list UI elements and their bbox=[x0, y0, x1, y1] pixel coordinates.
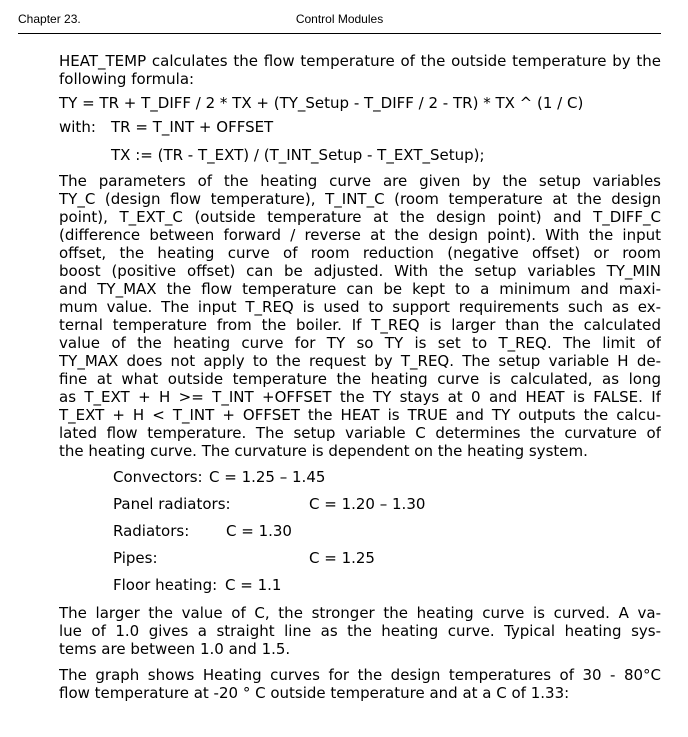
paragraph-line: the heating curve. The curvature is dependent on the heating system. bbox=[59, 442, 588, 460]
intro-paragraph: HEAT_TEMP calculates the flow temperature of the outside temperature by the following formula: bbox=[59, 52, 661, 88]
description-paragraph bbox=[59, 172, 661, 460]
paragraph-line: boost (positive offset) can be adjusted. With the setup variables TY_MIN bbox=[59, 262, 661, 280]
paragraph-line: fine at what outside temperature the heating curve is calculated, as long bbox=[59, 370, 661, 388]
paragraph-line: The parameters of the heating curve are given by the setup variables bbox=[59, 172, 661, 190]
curvature-item-panel-radiators bbox=[113, 495, 426, 513]
system-label: Convectors: bbox=[113, 468, 203, 486]
paragraph-line: and TY_MAX the flow temperature can be kept to a minimum and maxi- bbox=[59, 280, 661, 298]
system-label: Floor heating: bbox=[113, 576, 218, 594]
paragraph-line: point), T_EXT_C (outside temperature at the design point) and T_DIFF_C bbox=[59, 208, 661, 226]
heating-formula: TY = TR + T_DIFF / 2 * TX + (TY_Setup - T_DIFF / 2 - TR) * TX ^ (1 / C) bbox=[59, 94, 584, 112]
chapter-title: Control Modules bbox=[295, 12, 384, 26]
curvature-value: C = 1.30 bbox=[226, 522, 292, 540]
paragraph-line: ternal temperature from the boiler. If T_REQ is larger than the calculated bbox=[59, 316, 661, 334]
page-header bbox=[18, 12, 661, 32]
graph-intro-paragraph bbox=[59, 666, 661, 702]
curvature-value: C = 1.25 bbox=[309, 549, 375, 567]
paragraph-line: (difference between forward / reverse at the design point). With the input bbox=[59, 226, 661, 244]
system-label: Radiators: bbox=[113, 522, 190, 540]
curvature-item-pipes bbox=[113, 549, 375, 567]
curvature-paragraph bbox=[59, 604, 661, 658]
curvature-value: C = 1.20 – 1.30 bbox=[309, 495, 426, 513]
curvature-value: C = 1.25 – 1.45 bbox=[209, 468, 326, 486]
with-definition bbox=[59, 118, 661, 136]
system-label: Pipes: bbox=[113, 549, 158, 567]
body-text bbox=[59, 52, 661, 702]
paragraph-line: The larger the value of C, the stronger the heating curve is curved. A va- bbox=[59, 604, 661, 622]
paragraph-line: value of the heating curve for TY so TY is set to T_REQ. The limit of bbox=[59, 334, 661, 352]
paragraph-line: TY_C (design flow temperature), T_INT_C (room temperature at the design bbox=[59, 190, 661, 208]
paragraph-line: flow temperature at -20 ° C outside temperature and at a C of 1.33: bbox=[59, 684, 570, 702]
paragraph-line: offset, the heating curve of room reduction (negative offset) or room bbox=[59, 244, 661, 262]
paragraph-line: The graph shows Heating curves for the design temperatures of 30 - 80°C bbox=[59, 666, 661, 684]
curvature-value: C = 1.1 bbox=[225, 576, 282, 594]
chapter-label: Chapter 23. bbox=[18, 12, 81, 26]
paragraph-line: TY_MAX does not apply to the request by T_REQ. The setup variable H de- bbox=[59, 352, 661, 370]
paragraph-line: T_EXT + H < T_INT + OFFSET the HEAT is TRUE and TY outputs the calcu- bbox=[59, 406, 661, 424]
system-label: Panel radiators: bbox=[113, 495, 231, 513]
curvature-list bbox=[59, 468, 661, 598]
curvature-item-radiators bbox=[113, 522, 292, 540]
paragraph-line: mum value. The input T_REQ is used to support requirements such as ex- bbox=[59, 298, 661, 316]
with-label: with: bbox=[59, 118, 96, 136]
paragraph-line: as T_EXT + H >= T_INT +OFFSET the TY stays at 0 and HEAT is FALSE. If bbox=[59, 388, 661, 406]
tx-formula: TX := (TR - T_EXT) / (T_INT_Setup - T_EXT_Setup); bbox=[111, 146, 485, 164]
paragraph-line: lue of 1.0 gives a straight line as the heating curve. Typical heating sys- bbox=[59, 622, 661, 640]
curvature-item-convectors bbox=[113, 468, 326, 486]
paragraph-line: tems are between 1.0 and 1.5. bbox=[59, 640, 291, 658]
curvature-item-floor-heating bbox=[113, 576, 282, 594]
header-rule bbox=[18, 33, 661, 34]
paragraph-line: lated flow temperature. The setup variable C determines the curvature of bbox=[59, 424, 661, 442]
tr-formula: TR = T_INT + OFFSET bbox=[111, 118, 274, 136]
